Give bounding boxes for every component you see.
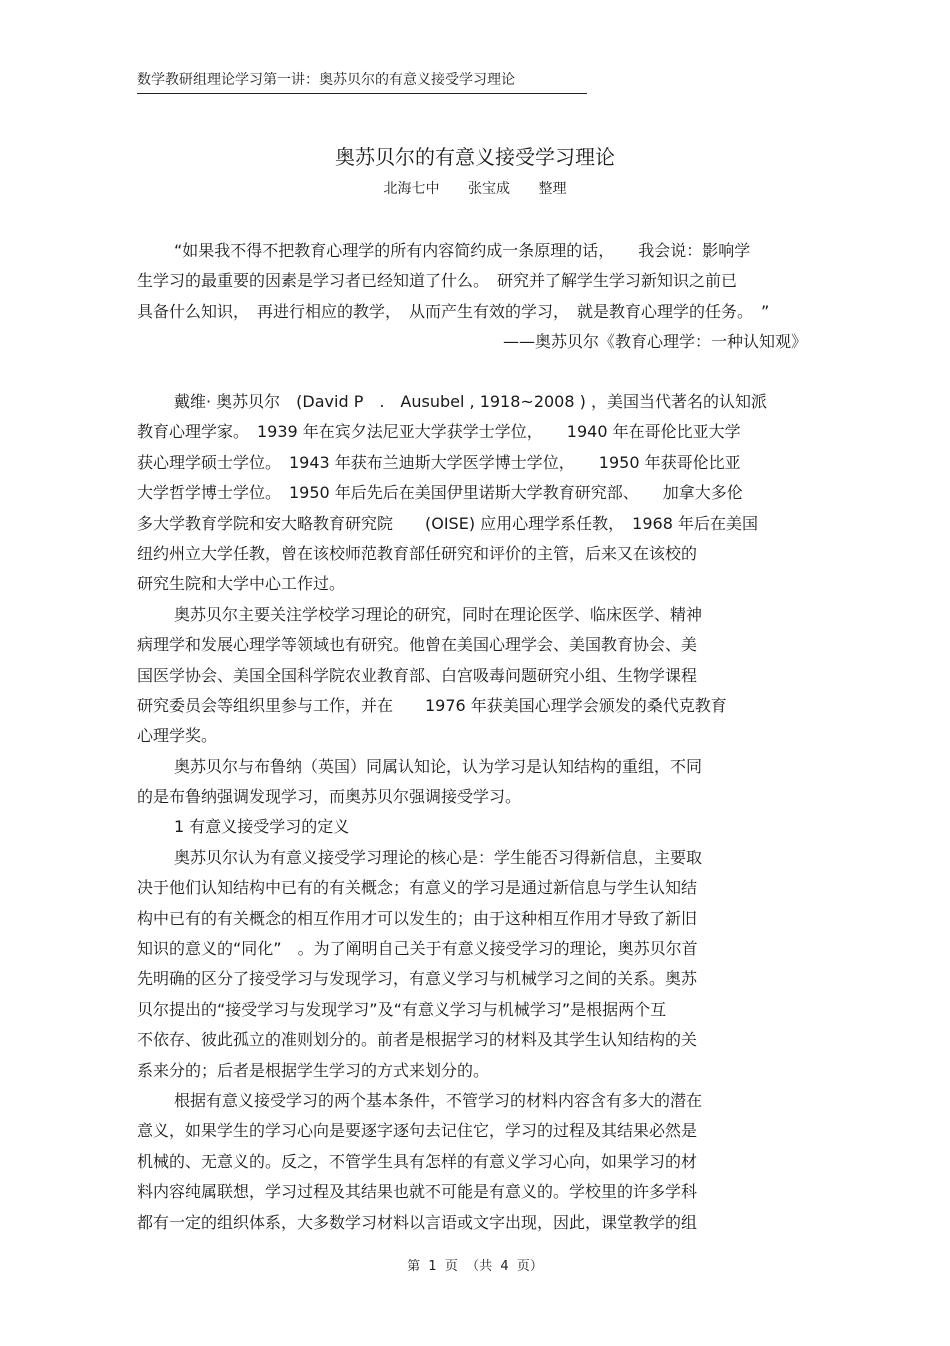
- body-line: 奥苏贝尔认为有意义接受学习理论的核心是：学生能否习得新信息，主要取: [174, 847, 703, 867]
- body-line: 的是布鲁纳强调发现学习，而奥苏贝尔强调接受学习。: [137, 787, 522, 807]
- body-line: 多大学教育学院和安大略教育研究院 (OISE) 应用心理学系任教， 1968 年后在美国: [137, 513, 758, 533]
- body-line: 料内容纯属联想，学习过程及其结果也就不可能是有意义的。学校里的许多学科: [137, 1182, 698, 1202]
- running-header: 数学教研组理论学习第一讲：奥苏贝尔的有意义接受学习理论: [137, 70, 587, 94]
- section-heading: 1 有意义接受学习的定义: [174, 817, 350, 837]
- body-line: 病理学和发展心理学等领域也有研究。他曾在美国心理学会、美国教育协会、美: [137, 635, 698, 655]
- body-line: 贝尔提出的“接受学习与发现学习”及“有意义学习与机械学习”是根据两个互: [137, 999, 667, 1019]
- body-line: 教育心理学家。 1939 年在宾夕法尼亚大学获学士学位， 1940 年在哥伦比亚大学: [137, 422, 741, 442]
- main-body: [137, 387, 837, 1238]
- body-line: 知识的意义的“同化” 。为了阐明自己关于有意义接受学习的理论，奥苏贝尔首: [137, 939, 698, 959]
- author-school: 北海七中: [383, 181, 440, 197]
- body-line: 不依存、彼此孤立的准则划分的。前者是根据学习的材料及其学生认知结构的关: [137, 1030, 698, 1050]
- page-footer: 第 1 页 （共 4 页）: [407, 1259, 543, 1274]
- body-line: 都有一定的组织体系，大多数学习材料以言语或文字出现，因此，课堂教学的组: [137, 1212, 698, 1232]
- body-line: 奥苏贝尔与布鲁纳（英国）同属认知论，认为学习是认知结构的重组，不同: [174, 756, 703, 776]
- epigraph-quote: [137, 236, 837, 358]
- quote-attribution: ——奥苏贝尔《教育心理学：一种认知观》: [502, 332, 807, 352]
- body-line: 研究生院和大学中心工作过。: [137, 574, 346, 594]
- body-line: 大学哲学博士学位。 1950 年后先后在美国伊里诺斯大学教育研究部、 加拿大多伦: [137, 483, 743, 503]
- body-line: 国医学协会、美国全国科学院农业教育部、白宫吸毒问题研究小组、生物学课程: [137, 665, 698, 685]
- body-line: 根据有意义接受学习的两个基本条件，不管学习的材料内容含有多大的潜在: [174, 1090, 703, 1110]
- body-line: 先明确的区分了接受学习与发现学习，有意义学习与机械学习之间的关系。奥苏: [137, 969, 698, 989]
- body-line: 心理学奖。: [137, 726, 218, 746]
- body-line: 研究委员会等组织里参与工作，并在 1976 年获美国心理学会颁发的桑代克教育: [137, 695, 727, 715]
- body-line: 纽约州立大学任教，曾在该校师范教育部任研究和评价的主管，后来又在该校的: [137, 543, 698, 563]
- body-line: 机械的、无意义的。反之，不管学生具有怎样的有意义学习心向，如果学习的材: [137, 1151, 698, 1171]
- body-line: 构中已有的有关概念的相互作用才可以发生的；由于这种相互作用才导致了新旧: [137, 908, 698, 928]
- author-line: [0, 179, 950, 199]
- body-line: 戴维· 奥苏贝尔 (David P . Ausubel , 1918~2008 ) ，美国当代著名的认知派: [174, 392, 767, 411]
- body-line: 意义，如果学生的学习心向是要逐字逐句去记住它，学习的过程及其结果必然是: [137, 1121, 698, 1141]
- body-line: 系来分的；后者是根据学生学习的方式来划分的。: [137, 1060, 490, 1080]
- author-role: 整理: [538, 181, 567, 197]
- quote-line: “如果我不得不把教育心理学的所有内容简约成一条原理的话， 我会说：影响学: [174, 241, 751, 260]
- quote-line: 具备什么知识， 再进行相应的教学， 从而产生有效的学习， 就是教育心理学的任务。 ”: [137, 301, 770, 321]
- body-line: 获心理学硕士学位。 1943 年获布兰迪斯大学医学博士学位， 1950 年获哥伦比亚: [137, 452, 741, 472]
- document-title: 奥苏贝尔的有意义接受学习理论: [335, 145, 615, 169]
- body-line: 决于他们认知结构中已有的有关概念；有意义的学习是通过新信息与学生认知结: [137, 878, 698, 898]
- quote-line: 生学习的最重要的因素是学习者已经知道了什么。 研究并了解学生学习新知识之前已: [137, 271, 738, 291]
- author-name: 张宝成: [468, 181, 510, 197]
- body-line: 奥苏贝尔主要关注学校学习理论的研究，同时在理论医学、临床医学、精神: [174, 604, 703, 624]
